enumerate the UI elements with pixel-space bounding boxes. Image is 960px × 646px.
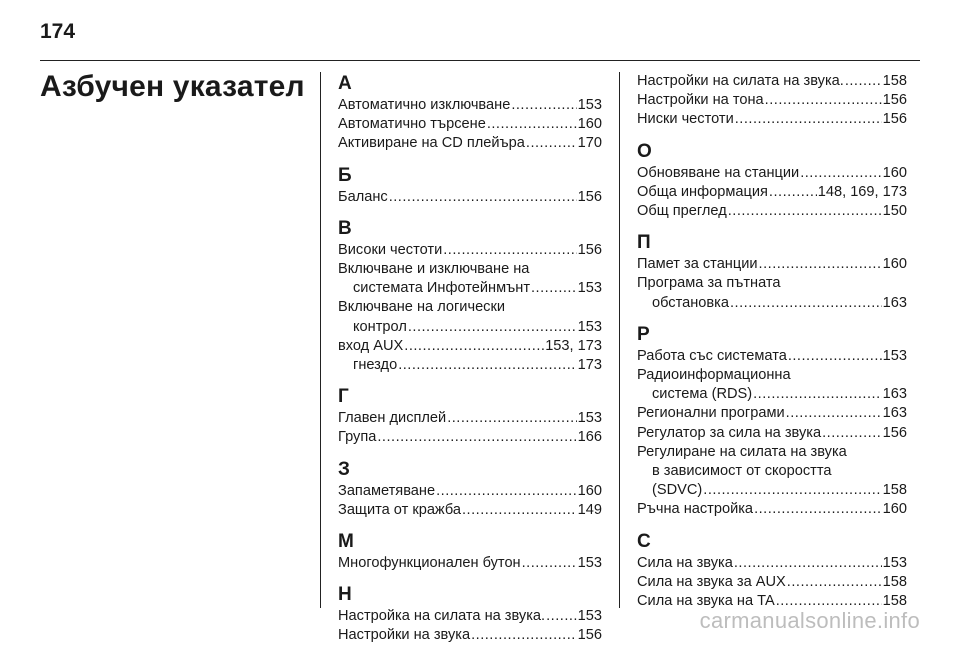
page-reference: 158 [882, 573, 907, 590]
page-reference: 156 [577, 188, 602, 205]
index-group [338, 164, 602, 207]
page-reference: 156 [577, 241, 602, 258]
index-entry [338, 241, 602, 260]
watermark: carmanualsonline.info [699, 608, 920, 633]
index-term: Сила на звука [637, 554, 733, 571]
index-entry [637, 443, 907, 501]
index-term: Включване и изключване на [338, 261, 530, 278]
index-entry [637, 110, 907, 129]
index-column-2 [637, 72, 907, 611]
index-group [637, 140, 907, 222]
index-group [637, 231, 907, 313]
index-entry [338, 134, 602, 153]
index-entry [637, 183, 907, 202]
dot-leader [436, 482, 577, 501]
index-entry [637, 347, 907, 366]
index-entry [637, 164, 907, 183]
index-entry [637, 554, 907, 573]
page-reference: 160 [882, 501, 907, 518]
page-reference: 153 [577, 318, 602, 335]
dot-leader [377, 428, 576, 447]
index-term: Регионални програми [637, 405, 785, 422]
page-reference: 173 [577, 357, 602, 374]
index-entry [338, 96, 602, 115]
index-letter-heading: З [338, 458, 350, 480]
page-reference: 160 [577, 482, 602, 499]
index-term: Обновяване на станции [637, 164, 800, 181]
index-letter-heading: Б [338, 164, 352, 186]
dot-leader [443, 241, 576, 260]
page-reference: 156 [882, 111, 907, 128]
index-term: вход AUX [338, 337, 404, 354]
index-entry [637, 366, 907, 404]
index-entry [338, 409, 602, 428]
index-term: Сила на звука на TA [637, 593, 775, 610]
page-reference: 156 [882, 424, 907, 441]
index-term: Баланс [338, 188, 388, 205]
page-reference: 163 [882, 386, 907, 403]
page-reference: 163 [882, 294, 907, 311]
page-reference: 153 [577, 97, 602, 113]
index-term: Памет за станции [637, 256, 758, 273]
dot-leader [728, 202, 882, 221]
page-reference: 156 [882, 92, 907, 109]
page-reference: 170 [577, 135, 602, 152]
dot-leader [462, 501, 577, 520]
index-term: Включване на логически [338, 299, 506, 316]
dot-leader [398, 356, 576, 375]
index-group [637, 323, 907, 520]
index-column-1 [338, 72, 602, 646]
index-term: гнездо [353, 357, 398, 374]
section-title: Азбучен указател [40, 70, 305, 103]
index-term: Високи честоти [338, 241, 443, 258]
dot-leader [404, 337, 544, 356]
index-entry [338, 554, 602, 573]
dot-leader [759, 255, 882, 274]
index-entry [637, 404, 907, 423]
index-term: обстановка [652, 294, 729, 311]
column-divider-right [619, 72, 620, 608]
page-reference: 158 [882, 482, 907, 499]
index-entry [637, 91, 907, 110]
dot-leader [511, 96, 576, 115]
index-entry [338, 356, 602, 375]
index-entry [637, 274, 907, 312]
dot-leader [471, 626, 577, 645]
index-entry [338, 607, 602, 626]
index-entry [338, 501, 602, 520]
index-term: Автоматично изключване [338, 97, 511, 113]
index-group [338, 530, 602, 573]
page-reference: 160 [577, 116, 602, 133]
dot-leader [531, 279, 577, 298]
index-term: Многофункционален бутон [338, 555, 521, 572]
dot-leader [788, 347, 882, 366]
index-letter-heading: М [338, 531, 354, 553]
dot-leader [754, 500, 882, 519]
page-reference: 153 [882, 347, 907, 364]
dot-leader [522, 554, 577, 573]
index-entry [637, 72, 907, 91]
index-term: Сила на звука за AUX [637, 573, 786, 590]
index-entry [338, 626, 602, 645]
index-term: Програма за пътната [637, 275, 781, 292]
index-term: Настройки на тона [637, 92, 764, 109]
index-entry [637, 424, 907, 443]
index-entry [338, 188, 602, 207]
header-rule [40, 60, 920, 61]
dot-leader [730, 294, 882, 313]
index-entry [338, 298, 602, 336]
dot-leader [800, 164, 881, 183]
page-reference: 150 [882, 203, 907, 220]
index-term: в зависимост от скоростта [652, 463, 832, 480]
page-reference: 158 [882, 593, 907, 610]
index-letter-heading: О [637, 140, 652, 162]
dot-leader [447, 409, 576, 428]
index-letter-heading: П [637, 232, 651, 254]
index-letter-heading: Р [637, 323, 650, 345]
index-group [637, 72, 907, 130]
dot-leader [753, 385, 882, 404]
index-entry [637, 573, 907, 592]
column-divider-left [320, 72, 321, 608]
index-group [338, 217, 602, 375]
page-reference: 166 [577, 429, 602, 446]
dot-leader [389, 188, 577, 207]
index-entry [338, 115, 602, 134]
index-group [338, 583, 602, 645]
dot-leader [822, 424, 882, 443]
index-term: Общ преглед [637, 203, 727, 220]
index-term: Радиоинформационна [637, 367, 791, 384]
page-number: 174 [40, 20, 76, 43]
page-reference: 148, 169, 173 [817, 183, 907, 200]
page-reference: 149 [577, 501, 602, 518]
index-entry [338, 482, 602, 501]
page-reference: 158 [882, 73, 907, 89]
index-term: Защита от кражба [338, 501, 461, 518]
page-reference: 160 [882, 256, 907, 273]
dot-leader [526, 134, 577, 153]
dot-leader [765, 91, 882, 110]
index-term: Настройка на силата на звука. [338, 608, 546, 625]
index-term: Автоматично търсене [338, 116, 486, 133]
page-reference: 153 [577, 410, 602, 427]
page-reference: 153 [882, 554, 907, 571]
index-group [637, 530, 907, 612]
page-reference: 163 [882, 405, 907, 422]
dot-leader [487, 115, 577, 134]
index-term: Ръчна настройка [637, 501, 754, 518]
index-letter-heading: Н [338, 584, 352, 606]
index-entry [637, 255, 907, 274]
dot-leader [787, 573, 882, 592]
index-entry [637, 500, 907, 519]
page-reference: 153 [577, 280, 602, 297]
index-term: (SDVC) [652, 482, 703, 499]
index-letter-heading: В [338, 217, 352, 239]
dot-leader [735, 110, 882, 129]
page-reference: 153, 173 [545, 337, 602, 354]
index-term: контрол [353, 318, 407, 335]
index-group [338, 458, 602, 520]
dot-leader [845, 72, 882, 91]
page-reference: 153 [577, 555, 602, 572]
index-term: Главен дисплей [338, 410, 447, 427]
index-term: Регулатор за сила на звука [637, 424, 822, 441]
index-entry [338, 337, 602, 356]
index-group [338, 385, 602, 447]
index-term: Настройки на силата на звука. [637, 73, 844, 89]
page-reference: 156 [577, 627, 602, 644]
index-term: Група [338, 429, 377, 446]
index-group [338, 72, 602, 154]
index-term: Настройки на звука [338, 627, 471, 644]
index-term: системата Инфотейнмънт [353, 280, 530, 297]
index-term: Работа със системата [637, 347, 787, 364]
dot-leader [703, 481, 881, 500]
dot-leader [408, 318, 577, 337]
index-term: Активиране на CD плейъра [338, 135, 525, 152]
index-entry [637, 202, 907, 221]
dot-leader [769, 183, 817, 202]
index-term: система (RDS) [652, 386, 753, 403]
dot-leader [546, 607, 577, 626]
index-letter-heading: С [637, 530, 651, 552]
index-term: Регулиране на силата на звука [637, 443, 847, 460]
index-term: Ниски честоти [637, 111, 734, 128]
dot-leader [786, 404, 882, 423]
index-term: Запаметяване [338, 482, 436, 499]
index-letter-heading: Г [338, 386, 349, 408]
page-reference: 153 [577, 608, 602, 625]
index-entry [338, 260, 602, 298]
dot-leader [734, 554, 882, 573]
index-entry [338, 428, 602, 447]
index-letter-heading: А [338, 73, 352, 94]
page-reference: 160 [882, 164, 907, 181]
index-term: Обща информация [637, 183, 768, 200]
